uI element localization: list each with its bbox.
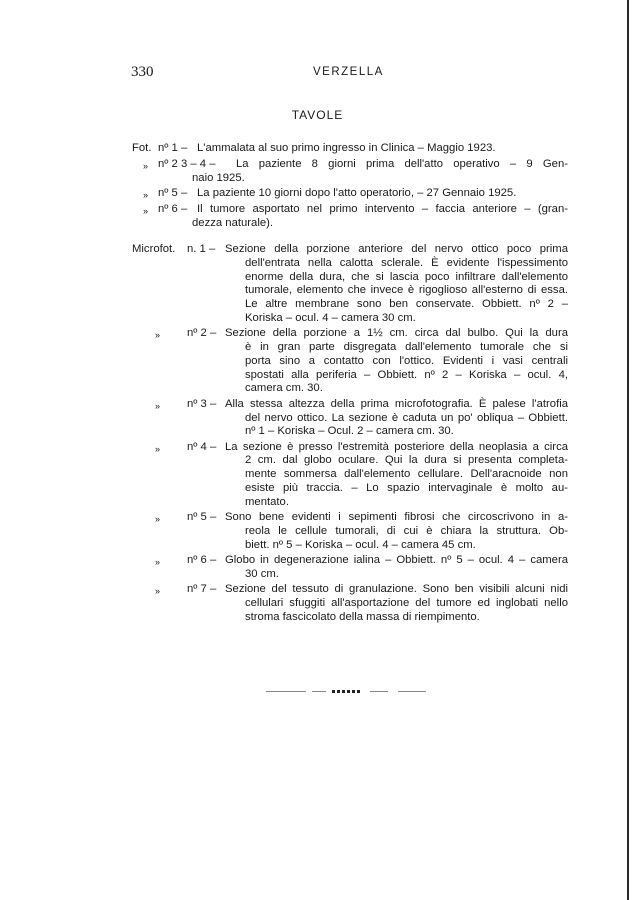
caption-line: La paziente 10 giorni dopo l'atto operatorio, – 27 Gennaio 1925.	[197, 187, 517, 200]
caption-prefix: »	[143, 190, 149, 201]
caption-line: Sezione della porzione a 1½ cm. circa dal bulbo. Qui la dura	[225, 327, 568, 340]
caption-number: nº 7 –	[187, 583, 217, 596]
microfoto-caption	[0, 554, 635, 582]
caption-line: Globo in degenerazione ialina – Obbiett. nº 5 – ocul. 4 – camera	[225, 554, 568, 567]
section-title: TAVOLE	[291, 108, 344, 122]
caption-prefix: »	[155, 400, 161, 411]
caption-line: stroma fascicolato della massa di riempimento.	[245, 610, 480, 623]
caption-line: L'ammalata al suo primo ingresso in Clinica – Maggio 1923.	[197, 142, 496, 154]
microfoto-caption	[0, 583, 635, 624]
caption-line: Sono bene evidenti i sepimenti fibrosi che circoscrivono in a-	[225, 511, 568, 524]
foto-caption	[0, 187, 635, 201]
caption-line: Sezione della porzione anteriore del nervo ottico poco prima	[225, 243, 568, 255]
microfoto-caption	[0, 511, 635, 552]
caption-line: dell'entrata nella calotta sclerale. È evidente l'ispessimento	[245, 256, 568, 269]
caption-line: del nervo ottico. La sezione è caduta un po' obliqua – Obbiett.	[245, 411, 568, 424]
foto-caption	[0, 203, 635, 231]
caption-number: nº 4 –	[187, 440, 217, 453]
caption-line: Sezione del tessuto di granulazione. Sono ben visibili alcuni nidi	[225, 583, 568, 596]
caption-line: mente sommersa dall'elemento cellulare. Dell'aracnoide non	[245, 468, 568, 481]
caption-line: La paziente 8 giorni prima dell'atto operativo – 9 Gen-	[236, 157, 568, 170]
foto-caption	[0, 158, 635, 186]
caption-number: nº 6 –	[187, 554, 217, 567]
caption-prefix: »	[155, 514, 161, 525]
microfoto-caption	[0, 243, 635, 326]
caption-number: nº 2 –	[187, 327, 217, 340]
caption-number: nº 5 –	[187, 511, 217, 524]
caption-line: La sezione è presso l'estremità posteriore della neoplasia a circa	[225, 440, 568, 453]
microfoto-caption	[0, 327, 635, 396]
caption-prefix: »	[155, 557, 161, 568]
caption-prefix: »	[143, 160, 149, 171]
caption-prefix: »	[155, 330, 161, 341]
caption-line: biett. nº 5 – Koriska – ocul. 4 – camera 45 cm.	[245, 538, 476, 551]
foto-caption	[0, 142, 635, 156]
caption-line: naio 1925.	[192, 171, 245, 184]
caption-prefix: Fot.	[132, 142, 152, 154]
caption-line: Alla stessa altezza della prima microfotografia. È palese l'atrofia	[225, 397, 568, 410]
caption-line: nº 1 – Koriska – Ocul. 2 – camera cm. 30.	[245, 425, 454, 438]
caption-line: è in gran parte disgregata dall'elemento tumorale che si	[245, 341, 568, 354]
caption-line: 30 cm.	[245, 567, 279, 580]
caption-line: esiste più traccia. – Lo spazio intervaginale è molto au-	[245, 482, 568, 495]
caption-line: spostati alla periferia – Obbiett. nº 2 – Koriska – ocul. 4,	[245, 368, 568, 381]
microfoto-caption	[0, 441, 635, 510]
caption-line: porta sino a contatto con l'ottico. Evidenti i vasi centrali	[245, 354, 568, 367]
caption-line: Koriska – ocul. 4 – camera 30 cm.	[245, 312, 416, 324]
caption-line: dezza naturale).	[192, 216, 274, 229]
caption-line: 2 cm. dal globo oculare. Qui la dura si presenta completa-	[245, 454, 568, 467]
caption-line: cellulari sfuggiti all'asportazione del tumore ed inglobati nello	[245, 596, 568, 609]
closing-ornament	[266, 688, 426, 694]
caption-number: nº 3 –	[187, 397, 217, 410]
page-number: 330	[131, 64, 154, 80]
caption-number: n. 1 –	[187, 243, 216, 255]
caption-line: Le altre membrane sono ben conservate. Obbiett. nº 2 –	[245, 298, 568, 311]
caption-number: nº 5 –	[158, 187, 188, 200]
caption-line: mentato.	[245, 495, 289, 508]
running-head: VERZELLA	[313, 66, 384, 78]
caption-number: nº 2 3 – 4 –	[158, 157, 216, 170]
caption-prefix: »	[155, 443, 161, 454]
caption-prefix: »	[143, 206, 149, 217]
caption-prefix: »	[155, 586, 161, 597]
caption-line: enorme della dura, che si lascia poco infiltrare dall'elemento	[245, 270, 568, 283]
caption-number: nº 6 –	[158, 203, 188, 216]
caption-line: reola le cellule tumorali, di cui è chiara la struttura. Ob-	[245, 524, 568, 537]
caption-line: camera cm. 30.	[245, 382, 323, 395]
caption-prefix: Microfot.	[132, 243, 176, 255]
microfoto-caption	[0, 398, 635, 439]
caption-line: tumorale, elemento che invece è rigoglioso all'esterno di essa.	[245, 284, 568, 297]
caption-line: Il tumore asportato nel primo intervento – faccia anteriore – (gran-	[197, 203, 568, 216]
caption-number: nº 1 –	[158, 142, 188, 154]
